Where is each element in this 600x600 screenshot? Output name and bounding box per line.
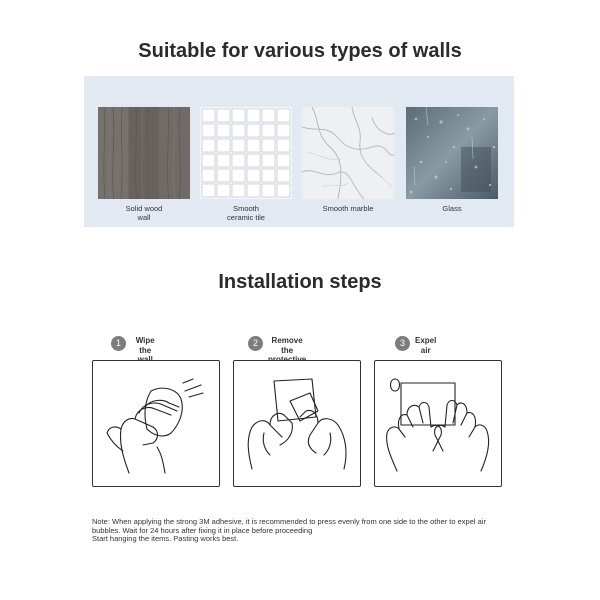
step-number-badge: 1: [111, 336, 126, 351]
step-label: Wipe the: [135, 336, 155, 355]
wall-types-panel: [84, 76, 514, 227]
step-label: Remove the: [271, 336, 303, 355]
step-label: Expel air: [415, 336, 437, 355]
installation-note: Note: When applying the strong 3M adhesive, it is recommended to press evenly from one side to the other to expel air bubbles. Wait for 24 hours after fixing it in place before proceeding Start hanging the items. Pasting works best.: [92, 517, 486, 544]
walls-section-title: Suitable for various types of walls: [138, 40, 462, 62]
wet-glass-icon: [406, 107, 498, 199]
wall-type-label: Smooth ceramic tile: [227, 204, 265, 222]
hands-pressing-sticker-icon: [375, 361, 503, 488]
step-illustration: [92, 360, 220, 487]
step-illustration: [374, 360, 502, 487]
tile-grid-icon: [200, 107, 292, 199]
wood-texture-icon: [98, 107, 190, 199]
wall-type-label: Smooth marble: [322, 204, 374, 213]
step-number-badge: 2: [248, 336, 263, 351]
step-number-badge: 3: [395, 336, 410, 351]
step-illustration: [233, 360, 361, 487]
marble-texture-icon: [302, 107, 394, 199]
wall-type-label: Glass: [442, 204, 462, 213]
wall-type-label: Solid wood wall: [125, 204, 163, 222]
installation-section-title: Installation steps: [218, 271, 382, 293]
hand-wiping-cloth-icon: [93, 361, 221, 488]
hands-peeling-film-icon: [234, 361, 362, 488]
